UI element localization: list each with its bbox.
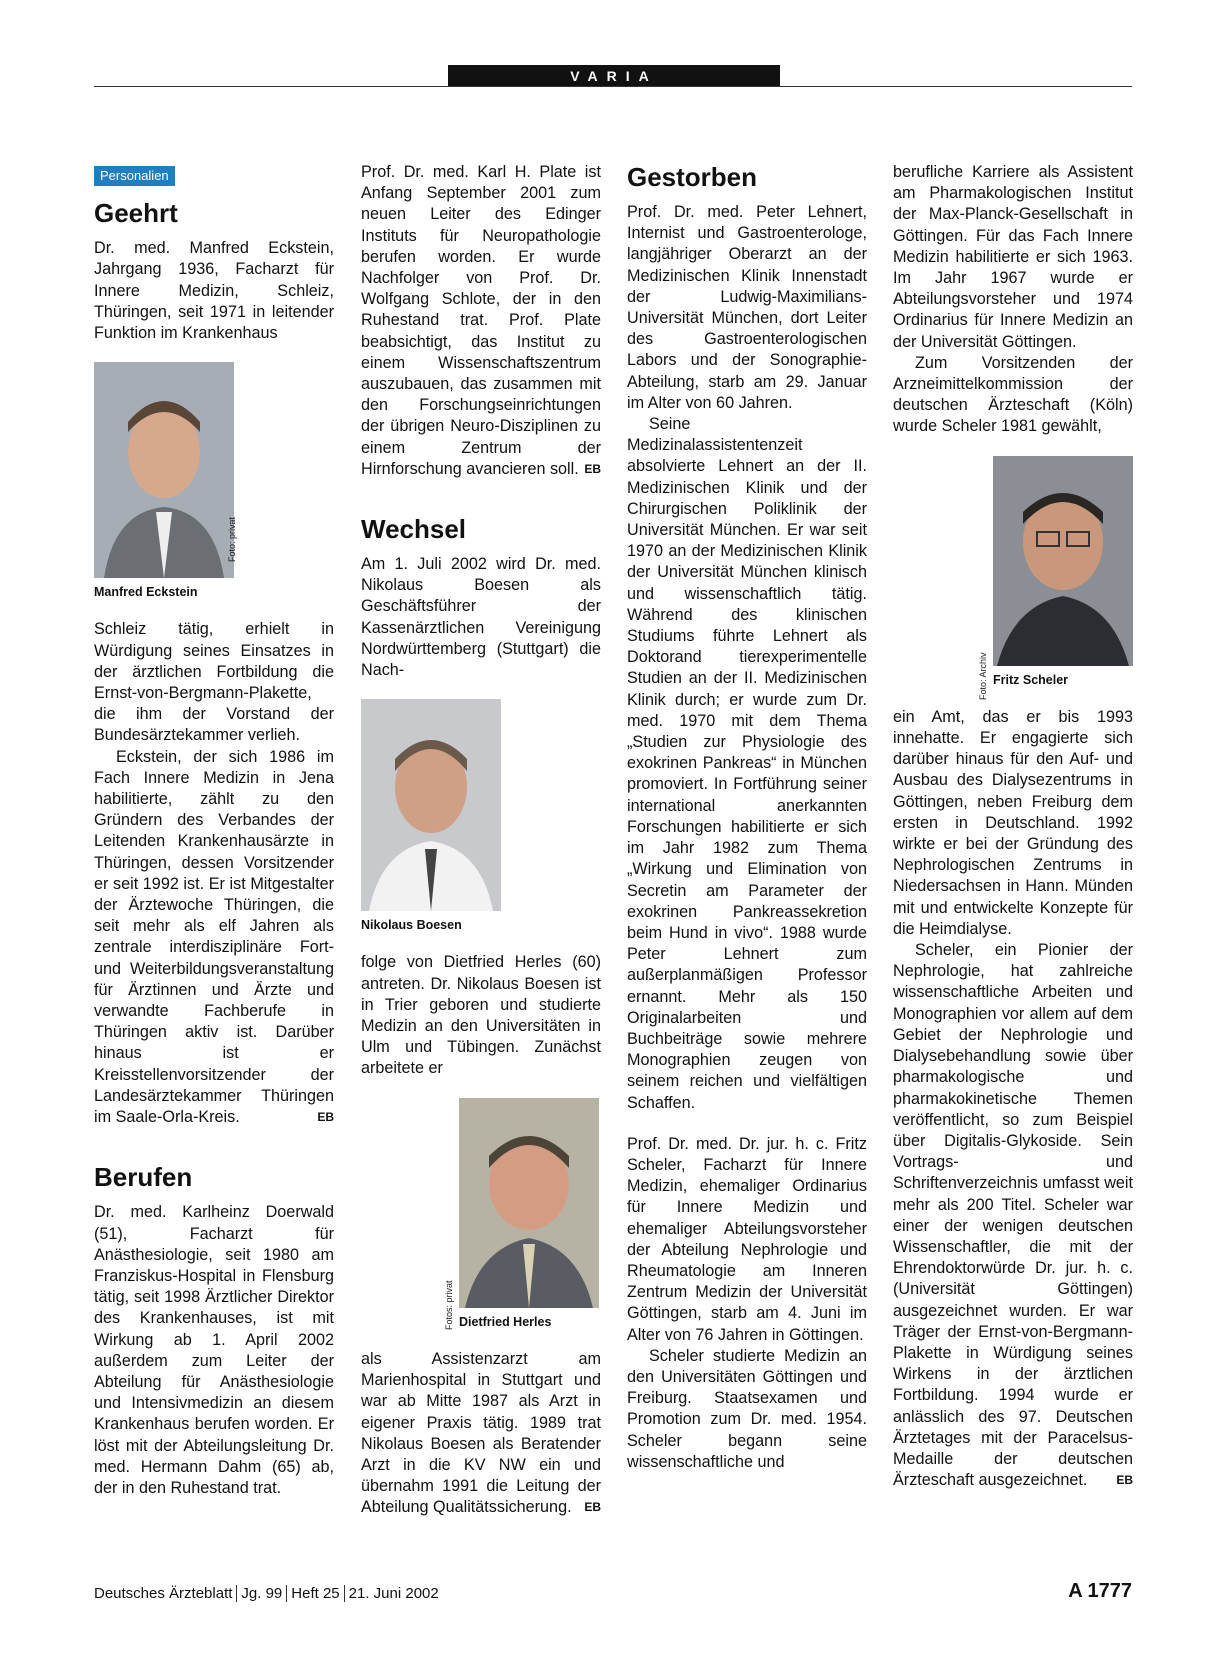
paragraph: folge von Dietfried Herles (60) antreten. Dr. Nikolaus Boesen ist in Trier geboren und studierte Medizin an den Universitäten in Ulm und Tübingen. Zunächst arbeitete er	[361, 953, 601, 1078]
photo-caption: Fritz Scheler	[993, 672, 1069, 687]
column-3	[627, 162, 867, 1473]
heading-geehrt: Geehrt	[94, 198, 178, 229]
paragraph: Dr. med. Manfred Eckstein, Jahrgang 1936, Facharzt für Innere Medizin, Schleiz, Thüringen, seit 1971 in leitender Funktion im Krankenhaus	[94, 239, 334, 343]
heading-wechsel: Wechsel	[361, 514, 467, 545]
page-number: A 1777	[1068, 1580, 1132, 1602]
photo-caption: Dietfried Herles	[459, 1314, 552, 1329]
header-rule	[94, 86, 1132, 87]
heading-berufen: Berufen	[94, 1162, 193, 1193]
photo-credit: Foto: Archiv	[978, 652, 988, 700]
portrait-photo-boesen	[361, 699, 501, 911]
paragraph: Scheler studierte Medizin an den Universitäten Göttingen und Freiburg. Staatsexamen und Promotion zum Dr. med. 1954. Scheler begann seine wissenschaftliche und	[627, 1346, 867, 1471]
portrait-photo-scheler	[993, 456, 1133, 666]
paragraph: berufliche Karriere als Assistent am Pharmakologischen Institut der Max-Planck-Gesellschaft in Göttingen. Für das Fach Innere Medizin habilitierte er sich 1963. Im Jahr 1967 wurde er Abteilungsvorsteher und 1974 Ordinarius für Innere Medizin an der Universität Göttingen.	[893, 163, 1133, 351]
paragraph: Prof. Dr. med. Peter Lehnert, Internist und Gastroenterologe, langjähriger Oberarzt an der Medizinischen Klinik Innenstadt der Ludwig-Maximilians-Universität München, dort Leiter des Gastroenterologischen Labors und der Sonographie-Abteilung, starb am 29. Januar im Alter von 60 Jahren.	[627, 203, 867, 412]
issue-date: 21. Juni 2002	[348, 1585, 439, 1602]
author-signature: EB	[584, 461, 601, 476]
paragraph: Dr. med. Karlheinz Doerwald (51), Facharzt für Anästhesiologie, seit 1980 am Franziskus-Hospital in Flensburg tätig, seit 1998 Ärztlicher Direktor des Krankenhauses, ist mit Wirkung ab 1. April 2002 außerdem zum Leiter der Abteilung für Anästhesiologie und Intensivmedizin an diesem Krankenhaus berufen worden. Er löst mit der Abteilungsleitung Dr. med. Hermann Dahm (65) ab, der in den Ruhestand trat.	[94, 1203, 334, 1497]
heading-gestorben: Gestorben	[627, 162, 758, 192]
paragraph: Prof. Dr. med. Dr. jur. h. c. Fritz Scheler, Facharzt für Innere Medizin, ehemaliger Ordinarius für Innere Medizin und ehemaliger Abteilungsvorsteher der Abteilung Nephrologie und Rheumatologie am Inneren Zentrum Medizin der Universität Göttingen, starb am 4. Juni im Alter von 76 Jahren in Göttingen.	[627, 1134, 867, 1344]
page-footer	[94, 1585, 439, 1602]
column-1	[94, 162, 334, 1499]
photo-credit: Foto: privat	[227, 517, 237, 563]
paragraph: Scheler, ein Pionier der Nephrologie, hat zahlreiche wissenschaftliche Arbeiten und Monographien vor allem auf dem Gebiet der Nephrologie und Dialysebehandlung sowie über pharmakologische und pharmakokinetische Themen veröffentlicht, so zum Beispiel über Digitalis-Glykoside. Sein Vortrags- und Schriftenverzeichnis umfasst weit mehr als 200 Titel. Scheler war einer der wenigen deutschen Wissenschaftler, die mit der Ehrendoktorwürde Dr. jur. h. c. (Universität Göttingen) ausgezeichnet wurden. Er war Träger der Ernst-von-Bergmann-Plakette in Würdigung seines Wirkens in der ärztlichen Fortbildung. 1994 wurde er anlässlich des 97. Deutschen Ärztetages mit der Paracelsus-Medaille der deutschen Ärzteschaft ausgezeichnet. EB	[893, 940, 1133, 1491]
photo-caption: Nikolaus Boesen	[361, 918, 462, 933]
author-signature: EB	[1116, 1473, 1133, 1488]
paragraph: Eckstein, der sich 1986 im Fach Innere Medizin in Jena habilitierte, zählt zu den Gründern des Verbandes der Leitenden Krankenhausärzte in Thüringen, dessen Vorsitzender er seit 1992 ist. Er ist Mitgestalter der Ärztewoche Thüringen, die seit mehr als elf Jahren als zentrale interdisziplinäre Fort- und Weiterbildungsveranstaltung für Ärztinnen und Ärzte und verwandte Fachberufe in Thüringen aktiv ist. Darüber hinaus ist er Kreisstellenvorsitzender der Landesärztekammer Thüringen im Saale-Orla-Kreis. EB	[94, 747, 334, 1129]
photo-caption: Manfred Eckstein	[94, 585, 198, 600]
portrait-photo-eckstein	[94, 362, 237, 578]
author-signature: EB	[317, 1110, 334, 1125]
category-tag: Personalien	[94, 166, 175, 186]
paragraph: Am 1. Juli 2002 wird Dr. med. Nikolaus Boesen als Geschäftsführer der Kassenärztlichen Vereinigung Nordwürttemberg (Stuttgart) die Nach-	[361, 555, 601, 680]
photo-credit: Fotos: privat	[444, 1280, 454, 1330]
paragraph: als Assistenzarzt am Marienhospital in Stuttgart und war ab Mitte 1987 als Arzt in eigener Praxis tätig. 1989 trat Nikolaus Boesen als Beratender Arzt in die KV NW ein und übernahm 1991 die Leitung der Abteilung Qualitätssicherung. EB	[361, 1349, 601, 1519]
paragraph: Zum Vorsitzenden der Arzneimittelkommission der deutschen Ärzteschaft (Köln) wurde Scheler 1981 gewählt,	[893, 353, 1133, 436]
paragraph: Schleiz tätig, erhielt in Würdigung seines Einsatzes in der ärztlichen Fortbildung die Ernst-von-Bergmann-Plakette, die ihm der Vorstand der Bundesärztekammer verlieh.	[94, 620, 334, 745]
column-4	[893, 162, 1133, 1491]
volume: Jg. 99	[241, 1585, 283, 1602]
paragraph: Prof. Dr. med. Karl H. Plate ist Anfang September 2001 zum neuen Leiter des Edinger Instituts für Neuropathologie berufen worden. Er wurde Nachfolger von Prof. Dr. Wolfgang Schlote, der in den Ruhestand trat. Prof. Plate beabsichtigt, das Institut zu einem Wissenschaftszentrum auszubauen, das zusammen mit den Forschungseinrichtungen der übrigen Neuro-Disziplinen zu einem Zentrum der Hirnforschung avancieren soll. EB	[361, 162, 601, 480]
journal-name: Deutsches Ärzteblatt	[94, 1585, 233, 1602]
paragraph: Seine Medizinalassistentenzeit absolvierte Lehnert an der II. Medizinischen Klinik und der Chirurgischen Poliklinik der Universität München. Er war seit 1970 an der Medizinischen Klinik der Universität München klinisch und wissenschaftlich tätig. Während des klinischen Studiums führte Lehnert als Doktorand tierexperimentelle Studien an der II. Medizinischen Klinik durch; er wurde zum Dr. med. 1970 mit dem Thema „Studien zur Physiologie des exokrinen Pankreas“ in München promoviert. In Fortführung seiner international anerkannten Forschungen habilitierte er sich im Jahr 1982 zum Thema „Wirkung und Elimination von Secretin am Parameter der exokrinen Pankreassekretion beim Hund in vivo“. 1988 wurde Peter Lehnert zum außerplanmäßigen Professor ernannt. Mehr als 150 Originalarbeiten und Buchbeiträge sowie mehrere Monographien zeugen von seinem reichen und vielfältigen Schaffen.	[627, 415, 867, 1112]
column-2	[361, 162, 601, 1519]
paragraph: ein Amt, das er bis 1993 innehatte. Er engagierte sich darüber hinaus für den Auf- und Ausbau des Dialysezentrums in Göttingen, neben Freiburg dem ersten in Deutschland. 1992 wirkte er bei der Gründung des Nephrologischen Zentrums in Niedersachsen in Hann. Münden mit und entwickelte Konzepte für die Heimdialyse.	[893, 707, 1133, 938]
section-header: VARIA	[448, 65, 780, 87]
portrait-photo-herles	[459, 1098, 599, 1308]
author-signature: EB	[584, 1500, 601, 1515]
issue: Heft 25	[291, 1585, 340, 1602]
